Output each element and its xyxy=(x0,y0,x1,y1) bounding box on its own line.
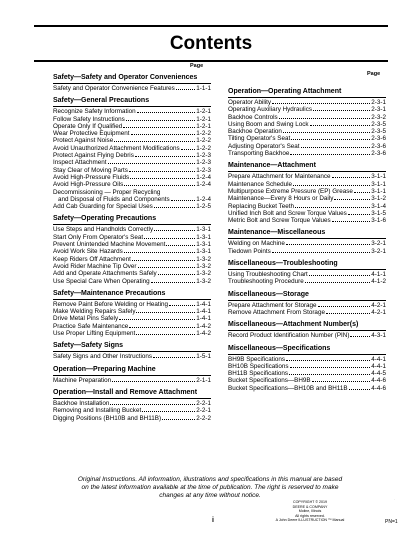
entry-page: 1-3-2 xyxy=(196,270,211,278)
entry-title: Tiedown Points xyxy=(228,247,271,255)
dot-leader xyxy=(181,149,196,150)
dot-leader xyxy=(124,185,195,186)
dot-leader xyxy=(126,120,196,121)
dot-leader xyxy=(166,245,195,246)
entry-title: Adjusting Operator's Seat xyxy=(228,142,300,150)
dot-leader xyxy=(326,313,370,314)
toc-right-column xyxy=(228,87,386,396)
toc-entry[interactable] xyxy=(228,210,386,217)
entry-page: 2-3-5 xyxy=(371,120,386,128)
toc-entry[interactable] xyxy=(228,143,386,150)
entry-page: 1-1-1 xyxy=(196,85,211,92)
toc-entry[interactable] xyxy=(53,241,211,248)
toc-entry[interactable] xyxy=(53,181,211,188)
page-title: Contents xyxy=(169,32,253,54)
left-page-label: Page xyxy=(190,63,204,69)
page-folio: i xyxy=(212,517,214,524)
entry-title: Avoid High-Pressure Oils xyxy=(53,181,124,189)
entry-page: 2-2-1 xyxy=(196,407,211,415)
entry-title: Stay Clear of Moving Parts xyxy=(53,166,128,174)
entry-title: Bucket Specifications—BH9B xyxy=(228,377,311,385)
dot-leader xyxy=(138,267,196,268)
entry-page: 3-1-6 xyxy=(371,217,386,225)
dot-leader xyxy=(291,139,370,140)
dot-leader xyxy=(305,282,371,283)
dot-leader xyxy=(310,125,371,126)
toc-entry[interactable] xyxy=(53,174,211,181)
section-title: Safety—Operating Precautions xyxy=(53,214,211,225)
entry-page: 1-4-1 xyxy=(196,308,211,316)
toc-entry[interactable] xyxy=(53,301,211,308)
entry-page: 1-2-2 xyxy=(196,137,211,145)
entry-page: 3-1-1 xyxy=(371,173,386,181)
toc-entry[interactable] xyxy=(53,167,211,174)
toc-entry[interactable] xyxy=(228,99,386,106)
toc-section xyxy=(228,87,386,157)
entry-title: Make Welding Repairs Safely xyxy=(53,308,136,316)
entry-page: 1-2-5 xyxy=(196,203,211,211)
entry-title: Troubleshooting Procedure xyxy=(228,278,304,286)
dot-leader xyxy=(131,134,196,135)
entry-title: Remove Paint Before Welding or Heating xyxy=(53,300,169,308)
toc-entry[interactable] xyxy=(53,234,211,241)
dot-leader xyxy=(334,199,370,200)
toc-section xyxy=(53,73,211,92)
entry-page: 1-2-3 xyxy=(196,159,211,167)
toc-entry[interactable] xyxy=(228,195,386,202)
entry-page: 4-3-1 xyxy=(371,332,386,340)
dot-leader xyxy=(293,185,370,186)
dot-leader xyxy=(129,171,195,172)
section-title: Safety—Safety Signs xyxy=(53,341,211,352)
entry-page: 4-4-6 xyxy=(371,384,386,392)
dot-leader xyxy=(114,141,195,142)
toc-entry[interactable] xyxy=(53,415,211,422)
dot-leader xyxy=(137,112,196,113)
original-instructions-notice: Original Instructions. All information, illustrations and specifications in this manual are based on the latest information available at the time of publication. The right is reserved to make changes at any time without notice. xyxy=(77,476,343,499)
dot-leader xyxy=(290,154,370,155)
dot-leader xyxy=(279,118,371,119)
toc-section xyxy=(53,365,211,384)
toc-entry[interactable] xyxy=(228,302,386,309)
toc-section xyxy=(53,96,211,210)
dot-leader xyxy=(332,177,371,178)
toc-entry[interactable] xyxy=(228,271,386,278)
section-title: Safety—Maintenance Precautions xyxy=(53,289,211,300)
entry-page: 2-3-6 xyxy=(371,135,386,143)
entry-title: Wear Protective Equipment xyxy=(53,130,130,138)
toc-section xyxy=(53,214,211,284)
entry-page: 1-3-2 xyxy=(196,255,211,263)
entry-title: and Disposal of Fluids and Components xyxy=(58,195,170,203)
toc-entry[interactable] xyxy=(53,323,211,330)
toc-entry[interactable] xyxy=(53,108,211,115)
entry-page: 1-4-1 xyxy=(196,300,211,308)
entry-page: 1-5-1 xyxy=(196,353,211,361)
toc-entry[interactable] xyxy=(53,407,211,414)
entry-title: Add and Operate Attachments Safely xyxy=(53,270,157,278)
entry-title: Operating Auxiliary Hydraulics xyxy=(228,106,312,114)
toc-entry[interactable] xyxy=(228,121,386,128)
entry-title: Record Product Identification Number (PIN) xyxy=(228,332,350,340)
toc-entry[interactable] xyxy=(228,370,386,377)
section-title: Operation—Operating Attachment xyxy=(228,87,386,98)
toc-entry[interactable] xyxy=(53,116,211,123)
entry-page: 1-4-2 xyxy=(196,322,211,330)
copyright-line: Moline, Illinois xyxy=(298,509,322,514)
toc-entry[interactable] xyxy=(228,114,386,121)
toc-entry[interactable] xyxy=(228,363,386,370)
entry-title: Multipurpose Extreme Pressure (EP) Grease xyxy=(228,187,353,195)
dot-leader xyxy=(130,178,195,179)
entry-page: 1-2-1 xyxy=(196,115,211,123)
dot-leader xyxy=(354,192,370,193)
entry-page: 4-2-1 xyxy=(371,308,386,316)
dot-leader xyxy=(286,360,370,361)
toc-section xyxy=(228,290,386,317)
dot-leader xyxy=(171,200,196,201)
dot-leader xyxy=(129,327,195,328)
dot-leader xyxy=(136,312,195,313)
dot-leader xyxy=(154,207,196,208)
copyright-block xyxy=(230,500,390,523)
entry-page: 1-2-1 xyxy=(196,108,211,116)
entry-page: 4-4-1 xyxy=(371,362,386,370)
entry-page: 1-2-4 xyxy=(196,195,211,203)
dot-leader xyxy=(144,238,195,239)
toc-entry[interactable] xyxy=(53,152,211,159)
toc-entry[interactable] xyxy=(53,256,211,263)
toc-entry[interactable] xyxy=(53,330,211,337)
entry-title: Operator Ability xyxy=(228,99,272,106)
entry-page: 2-2-2 xyxy=(196,414,211,422)
entry-page: 1-4-1 xyxy=(196,315,211,323)
entry-page: 1-2-4 xyxy=(196,173,211,181)
section-title: Maintenance—Attachment xyxy=(228,161,386,172)
dot-leader xyxy=(312,381,371,382)
entry-page: 3-2-1 xyxy=(371,247,386,255)
toc-section xyxy=(228,259,386,286)
contents-title-bar xyxy=(34,25,388,62)
toc-entry[interactable] xyxy=(228,135,386,142)
entry-title: Protect Against Flying Debris xyxy=(53,152,134,160)
entry-title: BH9B Specifications xyxy=(228,355,286,363)
entry-page: 1-3-1 xyxy=(196,248,211,256)
entry-title: Keep Riders Off Attachment xyxy=(53,255,131,263)
toc-entry[interactable] xyxy=(53,400,211,407)
section-title: Miscellaneous—Attachment Number(s) xyxy=(228,320,386,331)
entry-page: 3-1-4 xyxy=(371,202,386,210)
toc-entry[interactable] xyxy=(228,188,386,195)
copyright-line: COPYRIGHT © 2019 xyxy=(293,500,327,504)
copyright-line: All rights reserved. xyxy=(295,513,325,518)
entry-title: Avoid High-Pressure Fluids xyxy=(53,173,130,181)
toc-entry[interactable] xyxy=(228,106,386,113)
entry-title: Drive Metal Pins Safely xyxy=(53,315,119,323)
dot-leader xyxy=(112,381,195,382)
entry-title: Safety and Operator Convenience Features xyxy=(53,85,175,92)
dot-leader xyxy=(289,374,370,375)
toc-entry[interactable] xyxy=(53,85,211,92)
section-title: Miscellaneous—Specifications xyxy=(228,344,386,355)
entry-page: 3-1-2 xyxy=(371,195,386,203)
toc-entry[interactable] xyxy=(228,173,386,180)
entry-title: Using Boom and Swing Lock xyxy=(228,120,309,128)
entry-page: 1-2-3 xyxy=(196,152,211,160)
entry-page: 2-3-6 xyxy=(371,142,386,150)
entry-title: Add Cab Guarding for Special Uses xyxy=(53,203,153,211)
entry-title: Unified Inch Bolt and Screw Torque Values xyxy=(228,209,347,217)
section-title: Safety—Safety and Operator Conveniences xyxy=(53,73,211,84)
entry-title: Backhoe Installation xyxy=(53,399,110,407)
entry-title: Operate Only If Qualified xyxy=(53,122,123,130)
dot-leader xyxy=(313,110,370,111)
toc-entry-continuation[interactable] xyxy=(53,196,211,203)
entry-page: 1-2-4 xyxy=(196,181,211,189)
entry-title: Metric Bolt and Screw Torque Values xyxy=(228,217,331,225)
entry-page: 4-4-1 xyxy=(371,355,386,363)
entry-title: Using Troubleshooting Chart xyxy=(228,271,308,279)
toc-entry[interactable] xyxy=(53,189,211,196)
dot-leader xyxy=(318,306,371,307)
entry-page: 3-1-5 xyxy=(371,209,386,217)
entry-title: Inspect Attachment xyxy=(53,159,107,167)
entry-page: 2-3-1 xyxy=(371,99,386,106)
dot-leader xyxy=(283,132,370,133)
toc-entry[interactable] xyxy=(53,123,211,130)
entry-title: Backhoe Operation xyxy=(228,128,282,136)
toc-entry[interactable] xyxy=(228,248,386,255)
toc-entry[interactable] xyxy=(228,240,386,247)
section-title: Operation—Install and Remove Attachment xyxy=(53,388,211,399)
image-code-mark: · xyxy=(394,497,395,501)
dot-leader xyxy=(290,367,371,368)
dot-leader xyxy=(119,319,195,320)
entry-title: Practice Safe Maintenance xyxy=(53,322,129,330)
entry-title: Remove Attachment From Storage xyxy=(228,308,325,316)
dot-leader xyxy=(332,221,371,222)
section-title: Miscellaneous—Troubleshooting xyxy=(228,259,386,270)
dot-leader xyxy=(154,230,195,231)
dot-leader xyxy=(349,389,371,390)
entry-title: Use Special Care When Operating xyxy=(53,277,150,285)
entry-title: Backhoe Controls xyxy=(228,113,278,121)
entry-page: 1-2-2 xyxy=(196,130,211,138)
toc-entry[interactable] xyxy=(53,137,211,144)
entry-title: BH10B Specifications xyxy=(228,362,289,370)
toc-entry[interactable] xyxy=(53,308,211,315)
toc-entry[interactable] xyxy=(228,356,386,363)
dot-leader xyxy=(110,404,195,405)
entry-title: Avoid Unauthorized Attachment Modifications xyxy=(53,144,180,152)
copyright-line: A John Deere ILLUSTRUCTION ™ Manual xyxy=(275,518,345,523)
toc-section xyxy=(228,320,386,339)
section-title: Miscellaneous—Storage xyxy=(228,290,386,301)
dot-leader xyxy=(124,252,196,253)
entry-page: 1-3-1 xyxy=(196,241,211,249)
entry-page: 1-3-1 xyxy=(196,233,211,241)
entry-title: Recognize Safety Information xyxy=(53,108,136,116)
toc-section xyxy=(228,344,386,392)
toc-entry[interactable] xyxy=(53,263,211,270)
dot-leader xyxy=(136,334,195,335)
entry-title: Safety Signs and Other Instructions xyxy=(53,353,153,361)
entry-page: 2-3-1 xyxy=(371,106,386,114)
entry-title: Transporting Backhoe xyxy=(228,150,290,158)
toc-entry[interactable] xyxy=(53,159,211,166)
toc-entry[interactable] xyxy=(53,145,211,152)
entry-page: 2-1-1 xyxy=(196,376,211,384)
toc-section xyxy=(53,289,211,337)
toc-entry[interactable] xyxy=(53,315,211,322)
copyright-line: DEERE & COMPANY xyxy=(292,504,328,509)
entry-title: Start Only From Operator's Seat xyxy=(53,233,144,241)
dot-leader xyxy=(272,103,370,104)
toc-entry[interactable] xyxy=(53,226,211,233)
entry-title: Maintenance—Every 8 Hours or Daily xyxy=(228,195,334,203)
right-page-label: Page xyxy=(367,71,381,77)
dot-leader xyxy=(108,163,196,164)
dot-leader xyxy=(158,274,196,275)
entry-page: 1-3-2 xyxy=(196,277,211,285)
dot-leader xyxy=(153,357,195,358)
dot-leader xyxy=(176,89,195,90)
toc-entry[interactable] xyxy=(53,377,211,384)
toc-entry[interactable] xyxy=(228,332,386,339)
entry-title: Avoid Rider Machine Tip Over xyxy=(53,262,137,270)
entry-title: Prevent Unintended Machine Movement xyxy=(53,241,166,249)
entry-title: Follow Safety Instructions xyxy=(53,115,125,123)
section-title: Operation—Preparing Machine xyxy=(53,365,211,376)
entry-title: Prepare Attachment for Storage xyxy=(228,301,317,309)
entry-title: Use Steps and Handholds Correctly xyxy=(53,226,154,234)
toc-entry[interactable] xyxy=(53,130,211,137)
entry-title: BH11B Specifications xyxy=(228,370,289,378)
section-title: Safety—General Precautions xyxy=(53,96,211,107)
entry-title: Use Proper Lifting Equipment xyxy=(53,330,136,338)
toc-entry[interactable] xyxy=(53,203,211,210)
dot-leader xyxy=(286,244,370,245)
entry-page: 1-2-3 xyxy=(196,166,211,174)
toc-section xyxy=(228,161,386,224)
toc-section xyxy=(53,341,211,360)
section-title: Maintenance—Miscellaneous xyxy=(228,228,386,239)
entry-page: 2-3-2 xyxy=(371,113,386,121)
dot-leader xyxy=(142,411,195,412)
entry-page: 2-3-6 xyxy=(371,150,386,158)
toc-entry[interactable] xyxy=(228,203,386,210)
entry-page: 1-2-1 xyxy=(196,122,211,130)
dot-leader xyxy=(162,419,195,420)
entry-page: 2-3-5 xyxy=(371,128,386,136)
toc-entry[interactable] xyxy=(228,309,386,316)
dot-leader xyxy=(301,147,371,148)
toc-left-column xyxy=(53,73,211,426)
entry-title: Digging Positions (BH10B and BH11B) xyxy=(53,414,162,422)
toc-entry[interactable] xyxy=(228,181,386,188)
entry-page: 1-4-2 xyxy=(196,330,211,338)
entry-page: 4-4-5 xyxy=(371,370,386,378)
entry-page: 2-2-1 xyxy=(196,399,211,407)
dot-leader xyxy=(295,207,370,208)
dot-leader xyxy=(348,214,371,215)
entry-page: 4-1-2 xyxy=(371,278,386,286)
entry-title: Bucket Specifications—BH10B and BH11B xyxy=(228,384,348,392)
entry-page: 1-3-2 xyxy=(196,262,211,270)
toc-entry[interactable] xyxy=(53,248,211,255)
entry-title: Machine Preparation xyxy=(53,376,112,384)
toc-entry[interactable] xyxy=(228,377,386,384)
entry-page: 4-4-6 xyxy=(371,377,386,385)
toc-entry[interactable] xyxy=(228,128,386,135)
toc-entry[interactable] xyxy=(228,385,386,392)
toc-entry[interactable] xyxy=(228,278,386,285)
dot-leader xyxy=(272,252,370,253)
entry-title: Replacing Bucket Teeth xyxy=(228,202,295,210)
entry-title: Protect Against Noise xyxy=(53,137,114,145)
entry-title: Welding on Machine xyxy=(228,240,285,248)
dot-leader xyxy=(123,127,195,128)
dot-leader xyxy=(151,282,196,283)
toc-entry[interactable] xyxy=(53,270,211,277)
entry-page: 4-1-1 xyxy=(371,271,386,279)
dot-leader xyxy=(169,305,195,306)
dot-leader xyxy=(135,156,195,157)
toc-section xyxy=(53,388,211,422)
dot-leader xyxy=(309,275,370,276)
entry-title: Prepare Attachment for Maintenance xyxy=(228,173,331,181)
toc-section xyxy=(228,228,386,255)
entry-page: 1-3-1 xyxy=(196,226,211,234)
toc-entry[interactable] xyxy=(228,217,386,224)
toc-entry[interactable] xyxy=(53,278,211,285)
entry-page: 4-2-1 xyxy=(371,301,386,309)
toc-entry[interactable] xyxy=(53,353,211,360)
toc-entry[interactable] xyxy=(228,150,386,157)
entry-title: Avoid Work Site Hazards xyxy=(53,248,123,256)
entry-title: Removing and Installing Bucket xyxy=(53,407,142,415)
entry-title: Maintenance Schedule xyxy=(228,180,293,188)
entry-page: 1-2-2 xyxy=(196,144,211,152)
dot-leader xyxy=(350,336,370,337)
pn-number: PN=1 xyxy=(385,519,398,525)
dot-leader xyxy=(132,260,195,261)
entry-page: 3-1-1 xyxy=(371,187,386,195)
entry-page: 3-2-1 xyxy=(371,240,386,248)
entry-title: Tilting Operator's Seat xyxy=(228,135,291,143)
entry-page: 3-1-1 xyxy=(371,180,386,188)
entry-title: Decommissioning — Proper Recycling xyxy=(53,188,161,196)
